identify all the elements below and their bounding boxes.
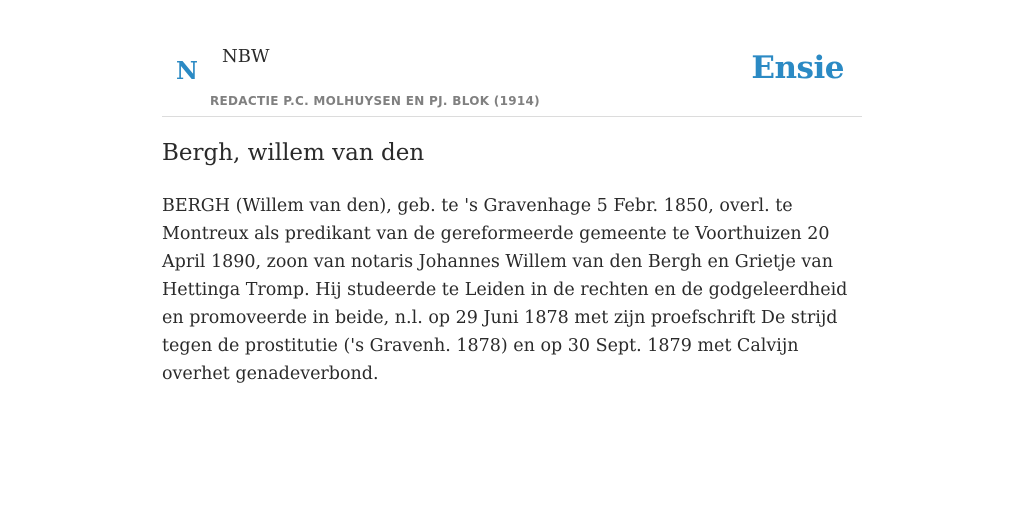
entry-body: BERGH (Willem van den), geb. te 's Gravenhage 5 Febr. 1850, overl. te Montreux als predikant van de gereformeerde gemeente te Voorthuizen 20 April 1890, zoon van notaris Johannes Willem van den Bergh en Grietje van Hettinga Tromp. Hij studeerde te Leiden in de rechten en de godgeleerdheid en promoveerde in beide, n.l. op 29 Juni 1878 met zijn proefschrift De strijd tegen de prostitutie ('s Gravenh. 1878) en op 30 Sept. 1879 met Calvijn overhet genadeverbond. bbox=[162, 196, 848, 384]
source-logo[interactable]: N bbox=[176, 56, 198, 85]
source-title-link[interactable]: NBW bbox=[222, 46, 270, 67]
source-header bbox=[162, 0, 862, 117]
page-container bbox=[162, 0, 862, 384]
ensie-logo[interactable]: Ensie bbox=[751, 50, 844, 86]
entry-title: Bergh, willem van den bbox=[162, 140, 425, 166]
source-editors: REDACTIE P.C. MOLHUYSEN EN PJ. BLOK (1914) bbox=[210, 94, 540, 108]
